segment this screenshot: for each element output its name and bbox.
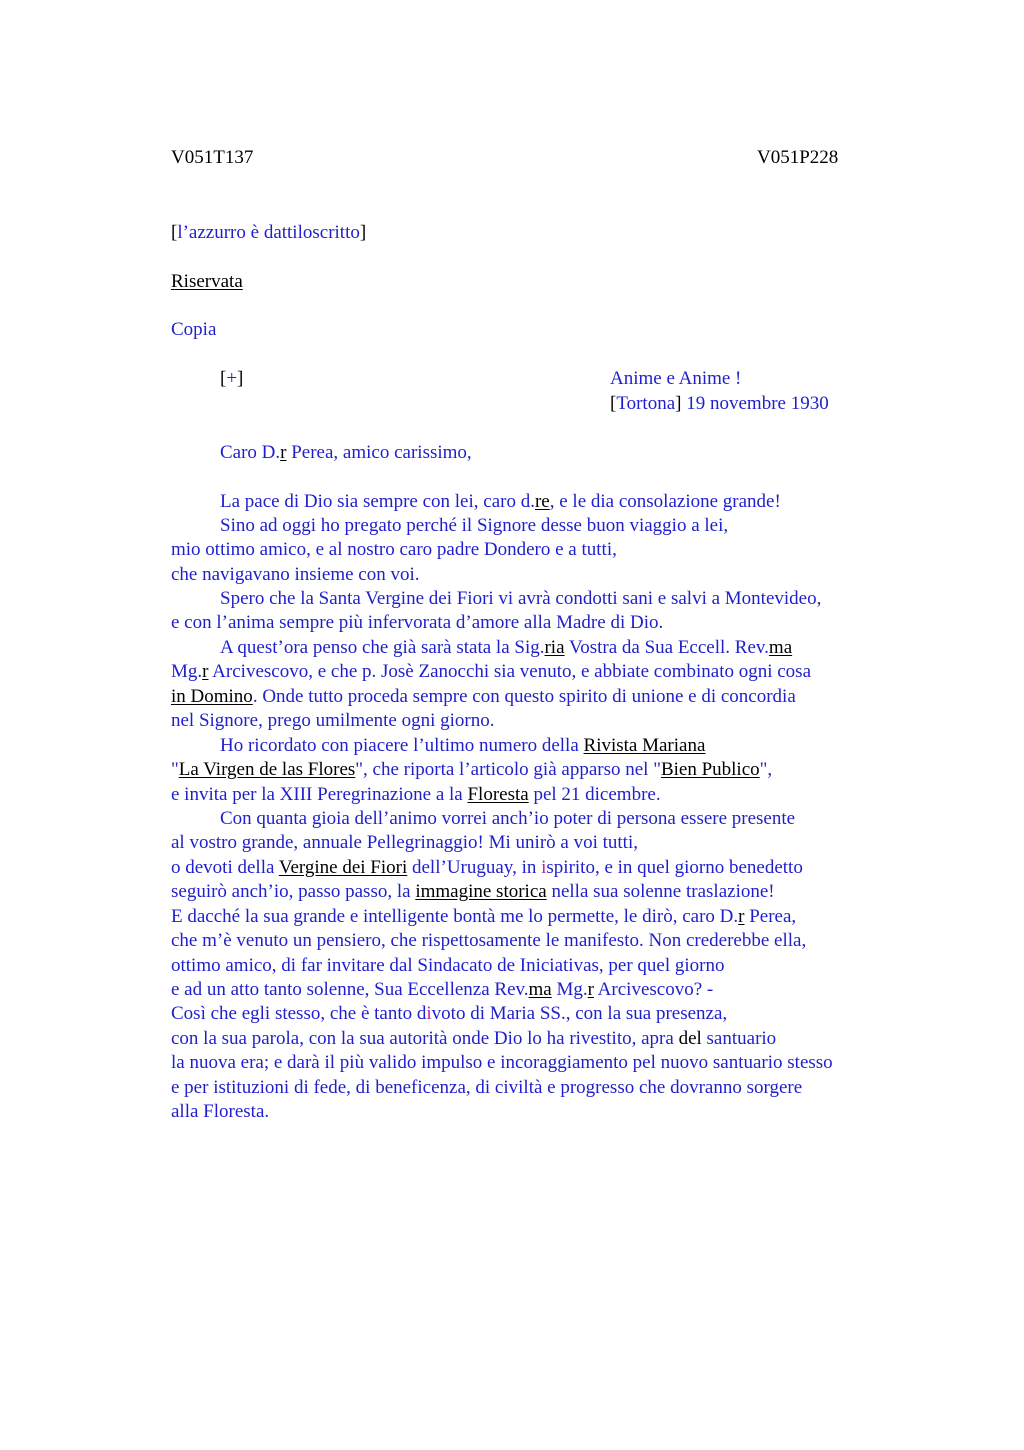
body-line-17: seguirò anch’io, passo passo, la immagine storica nella sua solenne traslazione! <box>171 881 775 902</box>
place-date: [Tortona] 19 novembre 1930 <box>610 393 829 414</box>
body-line-20: ottimo amico, di far invitare dal Sindacato de Iniciativas, per quel giorno <box>171 955 725 976</box>
body-line-4: che navigavano insieme con voi. <box>171 564 420 585</box>
body-line-22: Così che egli stesso, che è tanto divoto di Maria SS., con la sua presenza, <box>171 1003 728 1024</box>
body-line-26: alla Floresta. <box>171 1101 270 1122</box>
body-line-3: mio ottimo amico, e al nostro caro padre Dondero e a tutti, <box>171 539 617 560</box>
body-line-13: e invita per la XIII Peregrinazione a la Floresta pel 21 dicembre. <box>171 784 661 805</box>
body-line-11: Ho ricordato con piacere l’ultimo numero della Rivista Mariana <box>220 735 706 756</box>
body-line-21: e ad un atto tanto solenne, Sua Eccellenza Rev.ma Mg.r Arcivescovo? - <box>171 979 714 1000</box>
document-code-right: V051P228 <box>757 147 839 168</box>
body-line-1: La pace di Dio sia sempre con lei, caro d.re, e le dia consolazione grande! <box>220 491 781 512</box>
copy-label: Copia <box>171 319 217 340</box>
document-code-left: V051T137 <box>171 147 254 168</box>
body-line-2: Sino ad oggi ho pregato perché il Signore desse buon viaggio a lei, <box>220 515 729 536</box>
salutation: Caro D.r Perea, amico carissimo, <box>220 442 472 463</box>
typescript-note: [l’azzurro è dattiloscritto] <box>171 222 367 243</box>
body-line-16: o devoti della Vergine dei Fiori dell’Uruguay, in ispirito, e in quel giorno benedetto <box>171 857 803 878</box>
body-line-10: nel Signore, prego umilmente ogni giorno. <box>171 710 495 731</box>
body-line-12: "La Virgen de las Flores", che riporta l’articolo già apparso nel "Bien Publico", <box>171 759 773 780</box>
body-line-25: e per istituzioni di fede, di beneficenza, di civiltà e progresso che dovranno sorgere <box>171 1077 803 1098</box>
body-line-24: la nuova era; e darà il più valido impulso e incoraggiamento pel nuovo santuario stesso <box>171 1052 833 1073</box>
body-line-9: in Domino. Onde tutto proceda sempre con questo spirito di unione e di concordia <box>171 686 796 707</box>
cross-symbol: [+] <box>220 368 244 389</box>
body-line-14: Con quanta gioia dell’animo vorrei anch’io poter di persona essere presente <box>220 808 796 829</box>
body-line-18: E dacché la sua grande e intelligente bontà me lo permette, le dirò, caro D.r Perea, <box>171 906 797 927</box>
reserved-label: Riservata <box>171 271 243 292</box>
heading-motto: Anime e Anime ! <box>610 368 742 389</box>
body-line-23: con la sua parola, con la sua autorità onde Dio lo ha rivestito, apra del santuario <box>171 1028 777 1049</box>
body-line-6: e con l’anima sempre più infervorata d’amore alla Madre di Dio. <box>171 612 664 633</box>
body-line-19: che m’è venuto un pensiero, che rispettosamente le manifesto. Non crederebbe ella, <box>171 930 807 951</box>
body-line-5: Spero che la Santa Vergine dei Fiori vi avrà condotti sani e salvi a Montevideo, <box>220 588 822 609</box>
body-line-8: Mg.r Arcivescovo, e che p. Josè Zanocchi sia venuto, e abbiate combinato ogni cosa <box>171 661 812 682</box>
body-line-15: al vostro grande, annuale Pellegrinaggio! Mi unirò a voi tutti, <box>171 832 638 853</box>
body-line-7: A quest’ora penso che già sarà stata la Sig.ria Vostra da Sua Eccell. Rev.ma <box>220 637 793 658</box>
